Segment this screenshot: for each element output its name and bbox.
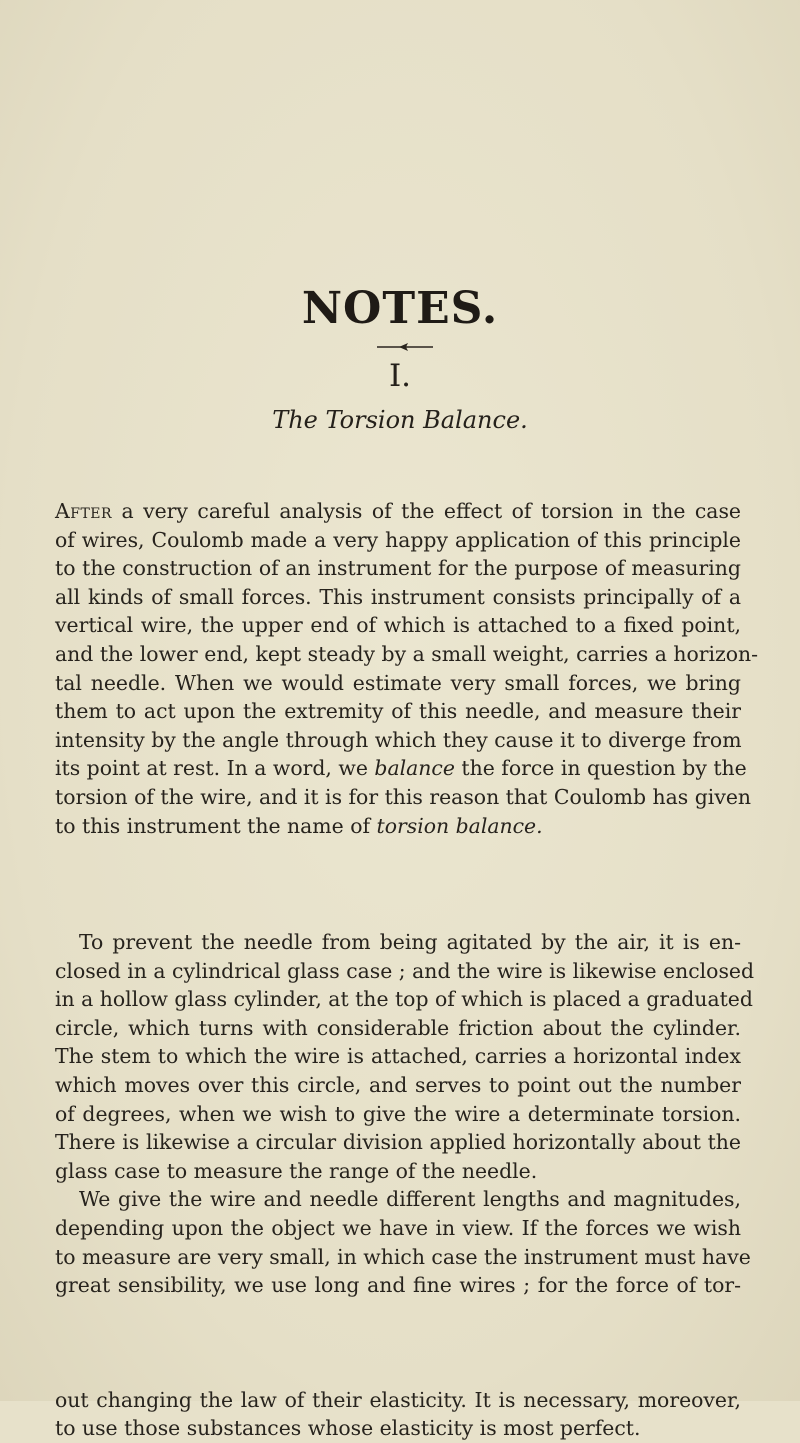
text-line: intensity by the angle through which they cause it to diverge from [55,727,742,752]
text-line: to the construction of an instrument for the purpose of measuring [55,556,741,581]
text-line: glass case to measure the range of the needle. [55,1158,538,1183]
section-numeral: I. [388,358,412,394]
text-line: vertical wire, the upper end of which is attached to a fixed point, [55,613,741,638]
text-line: which moves over this circle, and serves to point out the number [55,1072,741,1097]
text-line: torsion of the wire, and it is for this reason that Coulomb has given [55,784,752,809]
text-line: closed in a cylindrical glass case ; and the wire is likewise enclosed [55,958,755,983]
text-line: them to act upon the extremity of this needle, and measure their [55,699,741,724]
text-line: We give the wire and needle different lengths and magnitudes, [79,1187,741,1212]
text-line: of degrees, when we wish to give the wire a determinate torsion. [55,1101,741,1126]
text-line: tal needle. When we would estimate very small forces, we bring [55,670,741,695]
text-line: The stem to which the wire is attached, carries a horizontal index [55,1044,741,1069]
text-line: To prevent the needle from being agitated by the air, it is en- [79,930,741,954]
page-heading: NOTES. [301,283,499,334]
text-line: to use those substances whose elasticity is most perfect. [55,1416,641,1441]
text-line: There is likewise a circular division applied horizontally about the [55,1130,741,1155]
text-line: all kinds of small forces. This instrument consists principally of a [55,584,741,609]
text-line: and the lower end, kept steady by a small weight, carries a horizon- [55,641,759,666]
text-line: depending upon the object we have in view. If the forces we wish [55,1215,741,1240]
text-line: out changing the law of their elasticity. It is necessary, moreover, [55,1387,741,1412]
text-line [55,1357,741,1386]
text-line: to this instrument the name of torsion balance. [55,813,543,838]
text-line [55,1328,741,1357]
text-line: of wires, Coulomb made a very happy application of this principle [55,527,741,552]
paragraph-3-tail [55,1300,741,1441]
section-title: The Torsion Balance. [272,406,528,434]
text-line: circle, which turns with considerable friction about the cylinder. [55,1015,741,1040]
paragraph-1 [55,497,759,929]
text-line: in a hollow glass cylinder, at the top of which is placed a graduated [55,987,753,1012]
text-line: After a very careful analysis of the effect of torsion in the case [55,499,741,523]
divider-ornament [375,340,435,354]
text-line [55,1300,741,1329]
text-line: its point at rest. In a word, we balance the force in question by the [55,756,747,781]
text-line: to measure are very small, in which case the instrument must have [55,1244,751,1269]
text-line: great sensibility, we use long and fine wires ; for the force of tor- [55,1273,741,1298]
